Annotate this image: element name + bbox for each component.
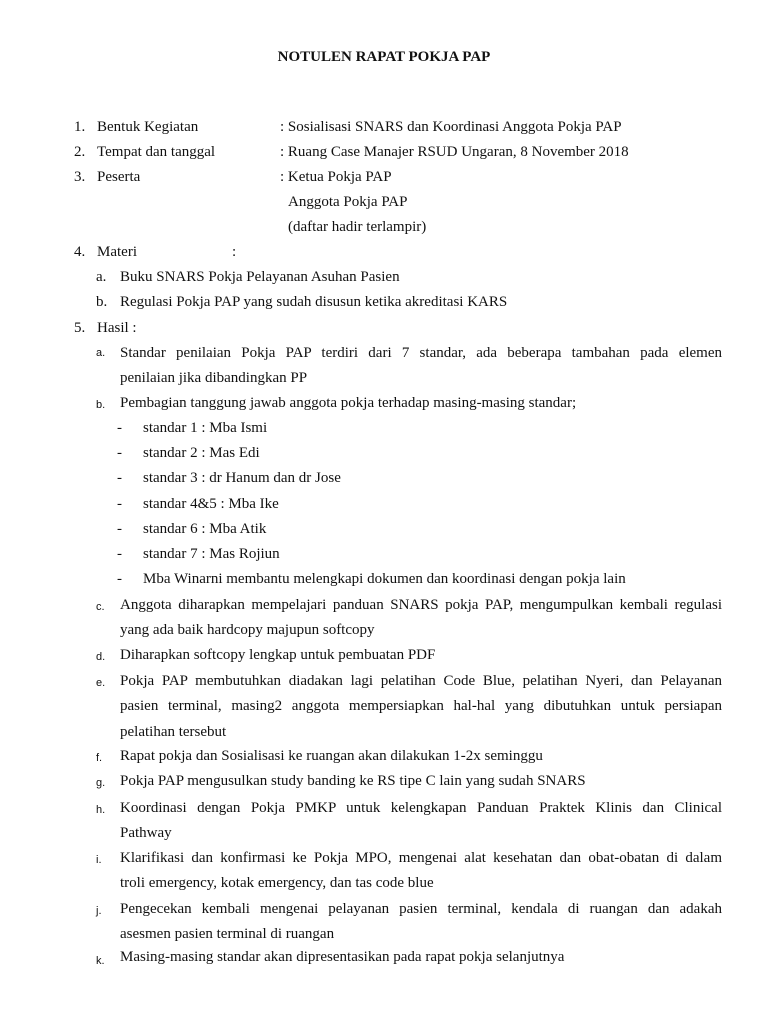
paragraph-line: pelatihan tersebut bbox=[120, 723, 227, 740]
dash-marker: - bbox=[117, 445, 122, 461]
sub-letter: j. bbox=[96, 905, 102, 917]
paragraph-line: Koordinasi dengan Pokja PMKP untuk kelengkapan Panduan Praktek Klinis dan Clinical bbox=[120, 800, 722, 816]
hasil-paragraph-i bbox=[120, 846, 722, 897]
hasil-paragraph-h bbox=[120, 796, 722, 847]
item-label: Hasil : bbox=[97, 320, 137, 336]
item-value-continued: Anggota Pokja PAP bbox=[288, 194, 408, 210]
sub-letter: e. bbox=[96, 677, 106, 689]
sub-letter: d. bbox=[96, 651, 106, 663]
sub-letter: k. bbox=[96, 955, 105, 967]
sub-letter: c. bbox=[96, 601, 105, 613]
sub-item-text: Diharapkan softcopy lengkap untuk pembuatan PDF bbox=[120, 647, 436, 663]
sub-letter: g. bbox=[96, 777, 106, 789]
item-colon: : bbox=[232, 244, 237, 260]
item-value: : Ruang Case Manajer RSUD Ungaran, 8 November 2018 bbox=[280, 144, 629, 160]
paragraph-line: Anggota diharapkan mempelajari panduan SNARS pokja PAP, mengumpulkan kembali regulasi bbox=[120, 597, 722, 613]
item-number: 5. bbox=[74, 320, 86, 336]
dash-item: standar 4&5 : Mba Ike bbox=[143, 496, 279, 512]
dash-marker: - bbox=[117, 420, 122, 436]
dash-marker: - bbox=[117, 546, 122, 562]
item-number: 2. bbox=[74, 144, 86, 160]
sub-item-text: Masing-masing standar akan dipresentasikan pada rapat pokja selanjutnya bbox=[120, 949, 565, 965]
item-value: : Sosialisasi SNARS dan Koordinasi Anggota Pokja PAP bbox=[280, 119, 622, 135]
dash-item: standar 1 : Mba Ismi bbox=[143, 420, 268, 436]
dash-item: standar 7 : Mas Rojiun bbox=[143, 546, 280, 562]
paragraph-line: Klarifikasi dan konfirmasi ke Pokja MPO, mengenai alat kesehatan dan obat-obatan di dalam bbox=[120, 850, 722, 866]
sub-letter: i. bbox=[96, 854, 102, 866]
sub-item-text: Rapat pokja dan Sosialisasi ke ruangan akan dilakukan 1-2x seminggu bbox=[120, 748, 543, 764]
item-number: 1. bbox=[74, 119, 86, 135]
dash-item: Mba Winarni membantu melengkapi dokumen dan koordinasi dengan pokja lain bbox=[143, 571, 626, 587]
sub-item-text: Pokja PAP mengusulkan study banding ke RS tipe C lain yang sudah SNARS bbox=[120, 773, 586, 789]
sub-item-text: Buku SNARS Pokja Pelayanan Asuhan Pasien bbox=[120, 269, 400, 285]
hasil-paragraph-c bbox=[120, 593, 722, 644]
item-label: Tempat dan tanggal bbox=[97, 144, 216, 160]
sub-letter: a. bbox=[96, 347, 106, 359]
sub-item-text: Pembagian tanggung jawab anggota pokja terhadap masing-masing standar; bbox=[120, 395, 577, 411]
dash-marker: - bbox=[117, 521, 122, 537]
dash-item: standar 6 : Mba Atik bbox=[143, 521, 267, 537]
item-value-continued: (daftar hadir terlampir) bbox=[288, 219, 427, 235]
item-value: : Ketua Pokja PAP bbox=[280, 169, 392, 185]
paragraph-line: yang ada baik hardcopy majupun softcopy bbox=[120, 622, 375, 639]
dash-marker: - bbox=[117, 470, 122, 486]
dash-item: standar 3 : dr Hanum dan dr Jose bbox=[143, 470, 341, 486]
item-label: Peserta bbox=[97, 169, 141, 185]
sub-letter: h. bbox=[96, 804, 106, 816]
dash-item: standar 2 : Mas Edi bbox=[143, 445, 260, 461]
sub-letter: a. bbox=[96, 269, 107, 285]
paragraph-line: penilaian jika dibandingkan PP bbox=[120, 370, 308, 387]
paragraph-line: Standar penilaian Pokja PAP terdiri dari 7 standar, ada beberapa tambahan pada elemen bbox=[120, 345, 722, 361]
paragraph-line: asesmen pasien terminal di ruangan bbox=[120, 926, 335, 943]
dash-marker: - bbox=[117, 571, 122, 587]
paragraph-line: pasien terminal, masing2 anggota mempersiapkan hal-hal yang dibutuhkan untuk persiapan bbox=[120, 698, 722, 715]
hasil-paragraph-j bbox=[120, 897, 722, 948]
paragraph-line: troli emergency, kotak emergency, dan tas code blue bbox=[120, 875, 434, 892]
item-label: Bentuk Kegiatan bbox=[97, 119, 199, 135]
hasil-paragraph-a bbox=[120, 341, 722, 392]
item-number: 3. bbox=[74, 169, 86, 185]
paragraph-line: Pokja PAP membutuhkan diadakan lagi pelatihan Code Blue, pelatihan Nyeri, dan Pelayanan bbox=[120, 673, 722, 689]
document-title: NOTULEN RAPAT POKJA PAP bbox=[277, 49, 491, 65]
sub-letter: b. bbox=[96, 294, 108, 310]
item-label: Materi bbox=[97, 244, 137, 260]
paragraph-line: Pathway bbox=[120, 825, 172, 842]
sub-letter: f. bbox=[96, 752, 103, 764]
dash-marker: - bbox=[117, 496, 122, 512]
paragraph-line: Pengecekan kembali mengenai pelayanan pasien terminal, kendala di ruangan dan adakah bbox=[120, 901, 722, 917]
sub-item-text: Regulasi Pokja PAP yang sudah disusun ketika akreditasi KARS bbox=[120, 294, 508, 310]
sub-letter: b. bbox=[96, 399, 106, 411]
hasil-paragraph-e bbox=[120, 669, 722, 745]
item-number: 4. bbox=[74, 244, 86, 260]
